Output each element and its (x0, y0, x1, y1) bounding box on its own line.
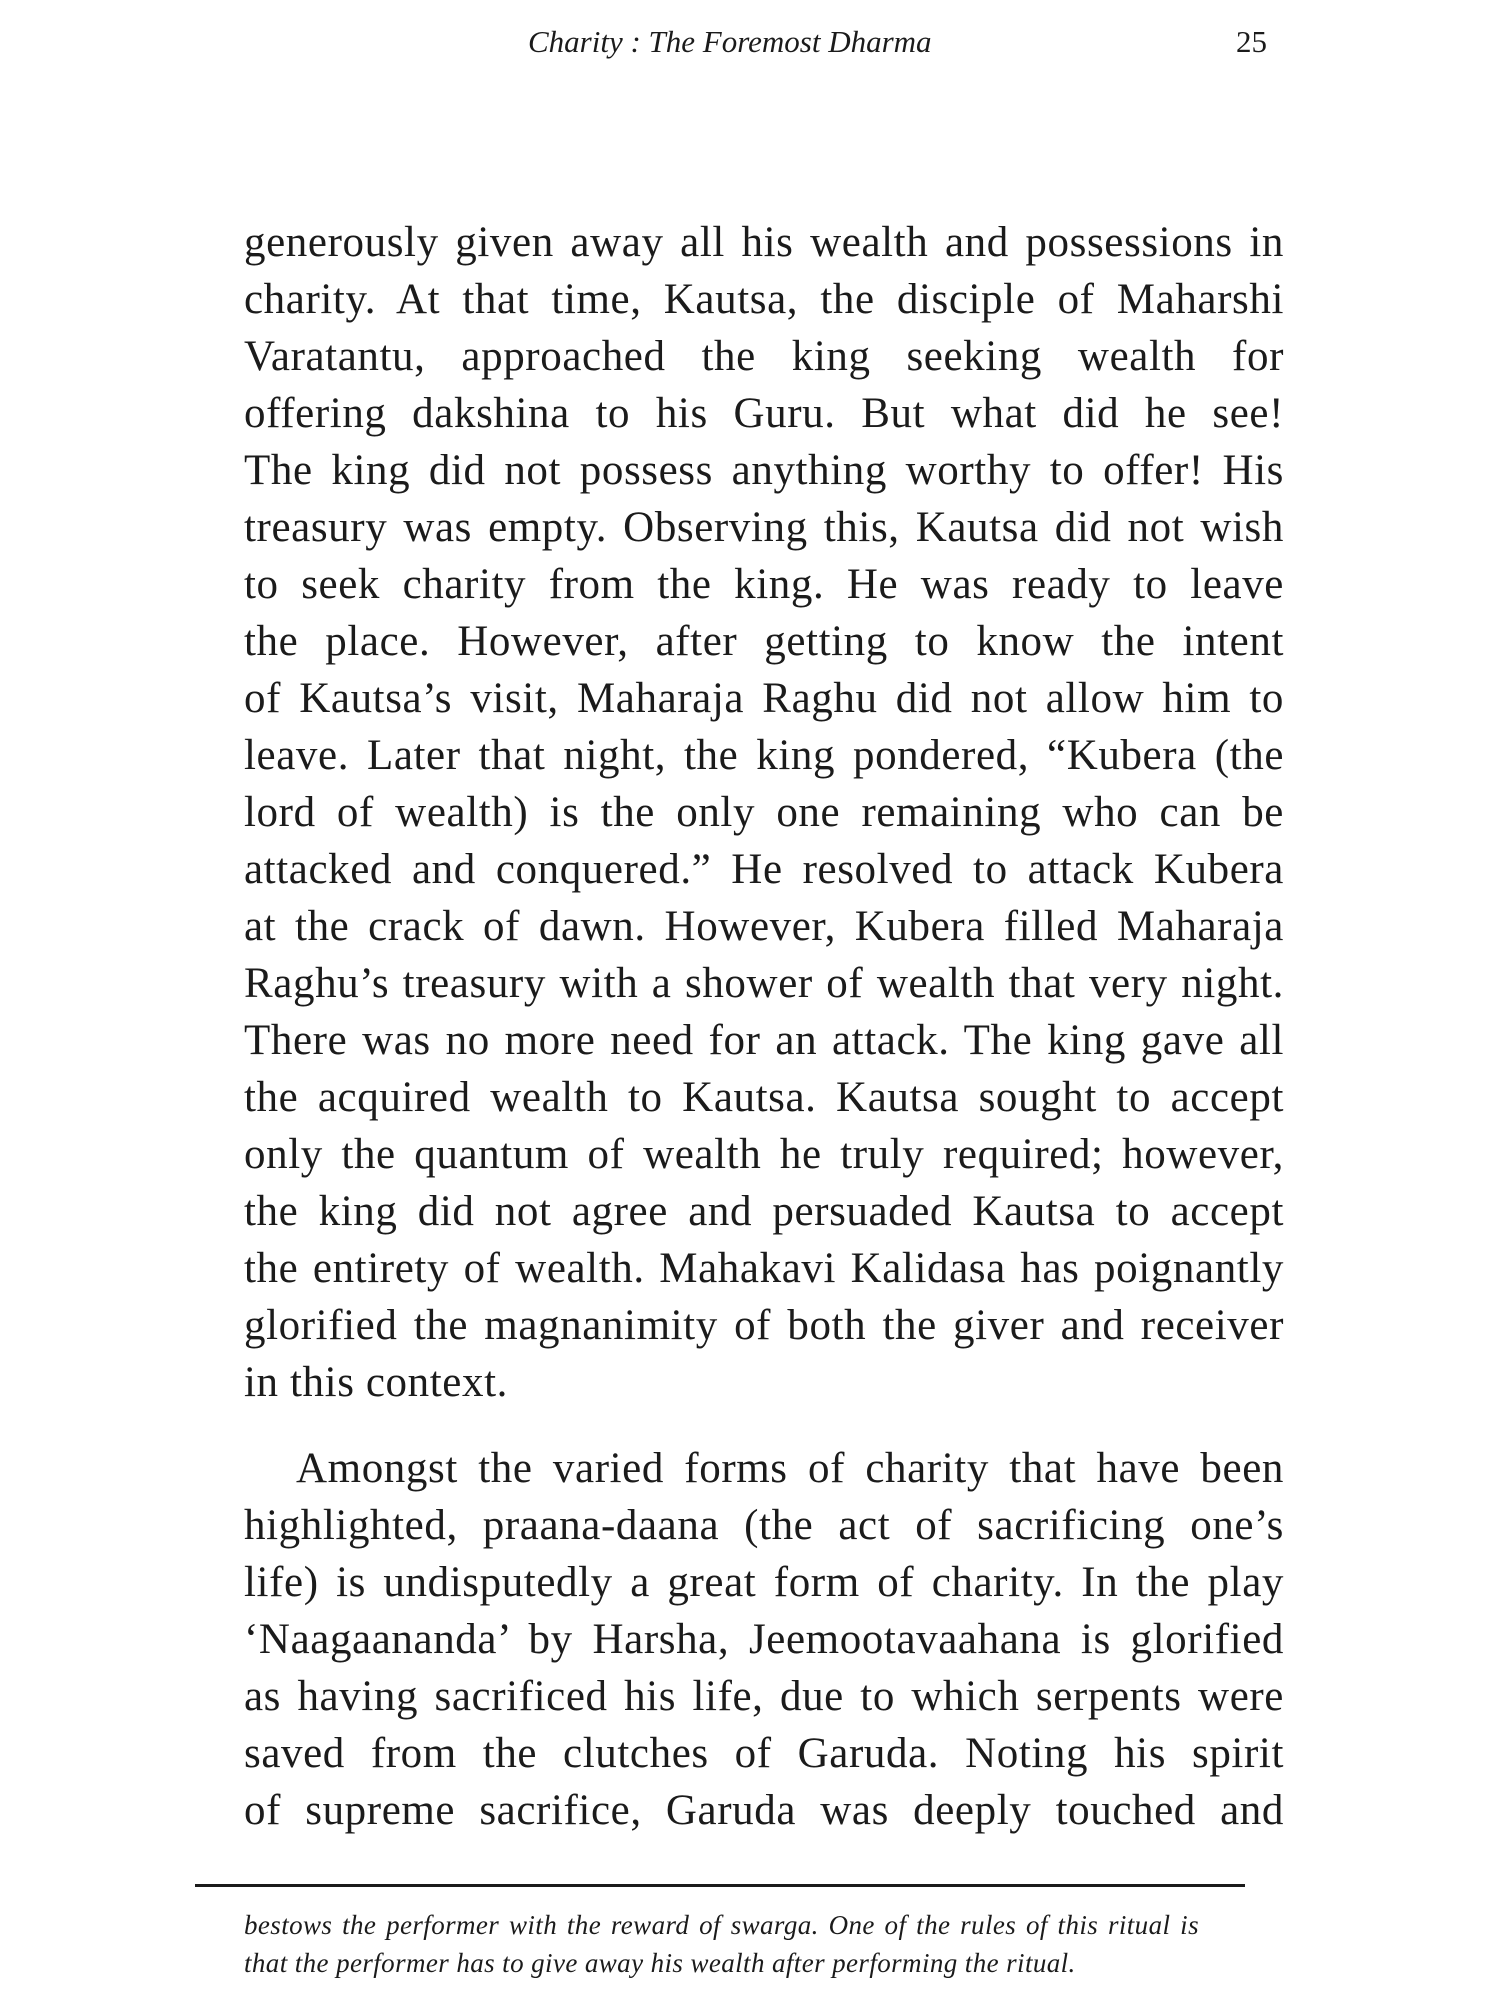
body-line: Raghu’s treasury with a shower of wealth that very night. (244, 960, 1284, 1007)
body-line: to seek charity from the king. He was ready to leave (244, 561, 1284, 608)
body-line: of Kautsa’s visit, Maharaja Raghu did not allow him to (244, 675, 1284, 722)
body-line: The king did not possess anything worthy to offer! His (244, 447, 1284, 494)
body-line: highlighted, praana-daana (the act of sacrificing one’s (244, 1502, 1284, 1549)
body-line: Varatantu, approached the king seeking wealth for (244, 333, 1284, 380)
body-line: the entirety of wealth. Mahakavi Kalidasa has poignantly (244, 1245, 1284, 1292)
body-line: at the crack of dawn. However, Kubera filled Maharaja (244, 903, 1284, 950)
running-head (0, 22, 1500, 62)
footnote-line: bestows the performer with the reward of swarga. One of the rules of this ritual is (244, 1910, 1199, 1940)
body-line: lord of wealth) is the only one remaining who can be (244, 789, 1284, 836)
body-line: leave. Later that night, the king pondered, “Kubera (the (244, 732, 1284, 779)
body-line: generously given away all his wealth and possessions in (244, 219, 1284, 266)
body-line: only the quantum of wealth he truly required; however, (244, 1131, 1284, 1178)
body-line: of supreme sacrifice, Garuda was deeply touched and (244, 1787, 1284, 1834)
body-line: in this context. (244, 1359, 508, 1406)
body-line: the place. However, after getting to know the intent (244, 618, 1284, 665)
body-line: saved from the clutches of Garuda. Noting his spirit (244, 1730, 1284, 1777)
running-title: Charity : The Foremost Dharma (528, 24, 932, 59)
body-line: life) is undisputedly a great form of charity. In the play (244, 1559, 1284, 1606)
body-line: the king did not agree and persuaded Kautsa to accept (244, 1188, 1284, 1235)
body-line: charity. At that time, Kautsa, the disciple of Maharshi (244, 276, 1284, 323)
footnote-divider (195, 1884, 1245, 1887)
footnote (244, 1906, 1199, 1982)
body-line: attacked and conquered.” He resolved to attack Kubera (244, 846, 1284, 893)
body-line: offering dakshina to his Guru. But what did he see! (244, 390, 1284, 437)
body-line: treasury was empty. Observing this, Kautsa did not wish (244, 504, 1284, 551)
paragraph-2 (244, 1440, 1284, 1839)
body-line: the acquired wealth to Kautsa. Kautsa sought to accept (244, 1074, 1284, 1121)
body-line: Amongst the varied forms of charity that have been (296, 1445, 1284, 1492)
footnote-line: that the performer has to give away his wealth after performing the ritual. (244, 1948, 1076, 1978)
body-line: as having sacrificed his life, due to which serpents were (244, 1673, 1284, 1720)
body-line: There was no more need for an attack. The king gave all (244, 1017, 1284, 1064)
paragraph-1 (244, 214, 1284, 1411)
body-line: glorified the magnanimity of both the giver and receiver (244, 1302, 1284, 1349)
body-text (244, 214, 1284, 1839)
page-number: 25 (1236, 24, 1267, 59)
body-line: ‘Naagaananda’ by Harsha, Jeemootavaahana is glorified (244, 1616, 1284, 1663)
